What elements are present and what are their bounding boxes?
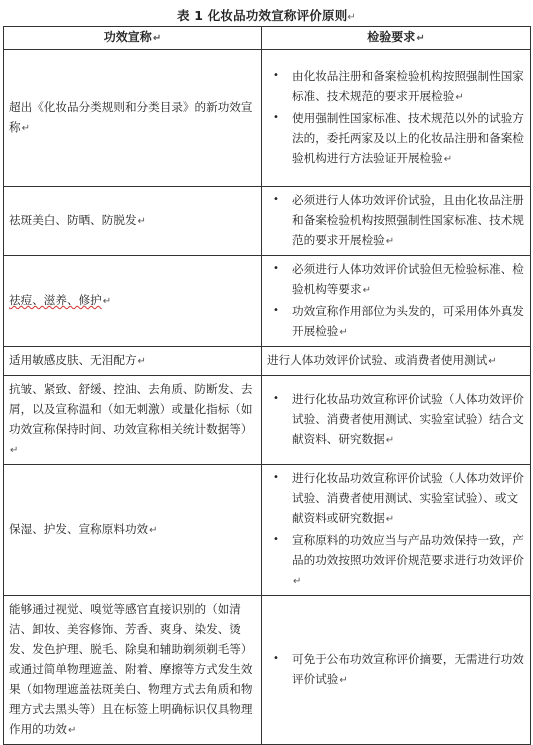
table-title-text: 表 1 化妆品功效宣称评价原则 bbox=[177, 8, 348, 23]
claim-cell bbox=[4, 347, 262, 376]
claim-cell bbox=[4, 596, 262, 745]
requirement-text: 进行化妆品功效宣称评价试验（人体功效评价试验、消费者使用测试、实验室试验）结合文献资料、研究数据 bbox=[292, 392, 524, 446]
paragraph-mark-icon: ↵ bbox=[347, 12, 356, 23]
list-item bbox=[267, 108, 525, 170]
requirement-cell bbox=[262, 376, 531, 465]
paragraph-mark-icon: ↵ bbox=[149, 525, 158, 536]
claim-cell bbox=[4, 376, 262, 465]
requirement-text: 可免于公布功效宣称评价摘要，无需进行功效评价试验 bbox=[292, 652, 524, 686]
bullet-icon: • bbox=[273, 393, 279, 404]
column-header-requirement bbox=[262, 27, 531, 50]
table-title bbox=[3, 6, 530, 26]
requirement-text: 功效宣称作用部位为头发的，可采用体外真发开展检验 bbox=[292, 304, 524, 338]
claim-text: 超出《化妆品分类规则和分类目录》的新功效宣称 bbox=[9, 100, 253, 134]
evaluation-principles-table bbox=[3, 26, 531, 745]
paragraph-mark-icon: ↵ bbox=[385, 514, 395, 525]
requirement-text: 由化妆品注册和备案检验机构按照强制性国家标准、技术规范的要求开展检验 bbox=[292, 69, 524, 103]
requirement-text: 宣称原料的功效应当与产品功效保持一致，产品的功效按照功效评价规范要求进行功效评价 bbox=[292, 533, 524, 567]
bullet-icon: • bbox=[273, 305, 279, 316]
requirement-list bbox=[267, 389, 525, 451]
requirement-cell bbox=[262, 465, 531, 596]
table-row bbox=[4, 256, 531, 347]
table-row bbox=[4, 376, 531, 465]
requirement-cell bbox=[262, 187, 531, 256]
claim-text: 能够通过视觉、嗅觉等感官直接识别的（如清洁、卸妆、美容修饰、芳香、爽身、染发、烫发、发色护理、脱毛、除臭和辅助剃须剃毛等）或通过简单物理遮盖、附着、摩擦等方式发生效果（如物理遮盖祛斑美白、物理方式去角质和物理方式去黑头等）且在标签上明确标识仅具物理作用的功效 bbox=[9, 602, 253, 736]
claim-cell bbox=[4, 465, 262, 596]
claim-text: 祛斑美白、防晒、防脱发 bbox=[9, 213, 137, 227]
table-header-row bbox=[4, 27, 531, 50]
claim-cell bbox=[4, 187, 262, 256]
requirement-cell bbox=[262, 347, 531, 376]
bullet-icon: • bbox=[273, 70, 279, 81]
requirement-text: 必须进行人体功效评价试验，且由化妆品注册和备案检验机构按照强制性国家标准、技术规范的要求开展检验 bbox=[292, 193, 524, 247]
paragraph-mark-icon: ↵ bbox=[137, 356, 146, 367]
list-item bbox=[267, 301, 525, 343]
paragraph-mark-icon: ↵ bbox=[293, 576, 302, 587]
list-item bbox=[267, 66, 525, 108]
requirement-text: 使用强制性国家标准、技术规范以外的试验方法的，委托两家及以上的化妆品注册和备案检验机构进行方法验证开展检验 bbox=[292, 111, 524, 165]
paragraph-mark-icon: ↵ bbox=[362, 285, 371, 296]
bullet-icon: • bbox=[273, 112, 279, 123]
paragraph-mark-icon: ↵ bbox=[152, 33, 162, 44]
paragraph-mark-icon: ↵ bbox=[385, 435, 395, 446]
paragraph-mark-icon: ↵ bbox=[339, 327, 348, 338]
requirement-list bbox=[267, 190, 525, 252]
bullet-icon: • bbox=[273, 472, 279, 483]
table-row bbox=[4, 347, 531, 376]
requirement-cell bbox=[262, 256, 531, 347]
paragraph-mark-icon: ↵ bbox=[455, 92, 464, 103]
paragraph-mark-icon: ↵ bbox=[10, 445, 19, 456]
bullet-icon: • bbox=[273, 653, 279, 664]
table-row bbox=[4, 187, 531, 256]
requirement-text: 进行化妆品功效宣称评价试验（人体功效评价试验、消费者使用测试、实验室试验）、或文献资料或研究数据 bbox=[292, 471, 524, 525]
list-item bbox=[267, 649, 525, 691]
table-row bbox=[4, 596, 531, 745]
paragraph-mark-icon: ↵ bbox=[443, 154, 453, 165]
list-item bbox=[267, 530, 525, 592]
table-row bbox=[4, 465, 531, 596]
requirement-list bbox=[267, 259, 525, 343]
paragraph-mark-icon: ↵ bbox=[21, 123, 30, 134]
list-item bbox=[267, 389, 525, 451]
bullet-icon: • bbox=[273, 534, 279, 545]
requirement-list bbox=[267, 649, 525, 691]
paragraph-mark-icon: ↵ bbox=[385, 236, 395, 247]
claim-text: 祛痘、滋养、修护 bbox=[9, 293, 102, 307]
list-item bbox=[267, 259, 525, 301]
bullet-icon: • bbox=[273, 263, 279, 274]
claim-text: 适用敏感皮肤、无泪配方 bbox=[9, 353, 137, 367]
paragraph-mark-icon: ↵ bbox=[137, 216, 146, 227]
requirement-cell bbox=[262, 596, 531, 745]
column-header-claim bbox=[4, 27, 262, 50]
column-header-claim-text: 功效宣称 bbox=[103, 30, 152, 44]
paragraph-mark-icon: ↵ bbox=[339, 675, 348, 686]
bullet-icon: • bbox=[273, 194, 279, 205]
list-item bbox=[267, 468, 525, 530]
list-item bbox=[267, 190, 525, 252]
requirement-text: 必须进行人体功效评价试验但无检验标准、检验机构等要求 bbox=[292, 262, 524, 296]
column-header-requirement-text: 检验要求 bbox=[367, 30, 416, 44]
claim-text: 保湿、护发、宣称原料功效 bbox=[9, 522, 149, 536]
table-row bbox=[4, 50, 531, 187]
claim-cell bbox=[4, 50, 262, 187]
paragraph-mark-icon: ↵ bbox=[67, 725, 77, 736]
paragraph-mark-icon: ↵ bbox=[416, 33, 425, 44]
paragraph-mark-icon: ↵ bbox=[488, 356, 497, 367]
requirement-cell bbox=[262, 50, 531, 187]
claim-cell bbox=[4, 256, 262, 347]
paragraph-mark-icon: ↵ bbox=[102, 296, 112, 307]
requirement-list bbox=[267, 66, 525, 170]
requirement-list bbox=[267, 468, 525, 592]
claim-text: 抗皱、紧致、舒缓、控油、去角质、防断发、去屑，以及宣称温和（如无刺激）或量化指标（如功效宣称保持时间、功效宣称相关统计数据等） bbox=[9, 382, 253, 436]
requirement-text: 进行人体功效评价试验、或消费者使用测试 bbox=[267, 353, 488, 367]
